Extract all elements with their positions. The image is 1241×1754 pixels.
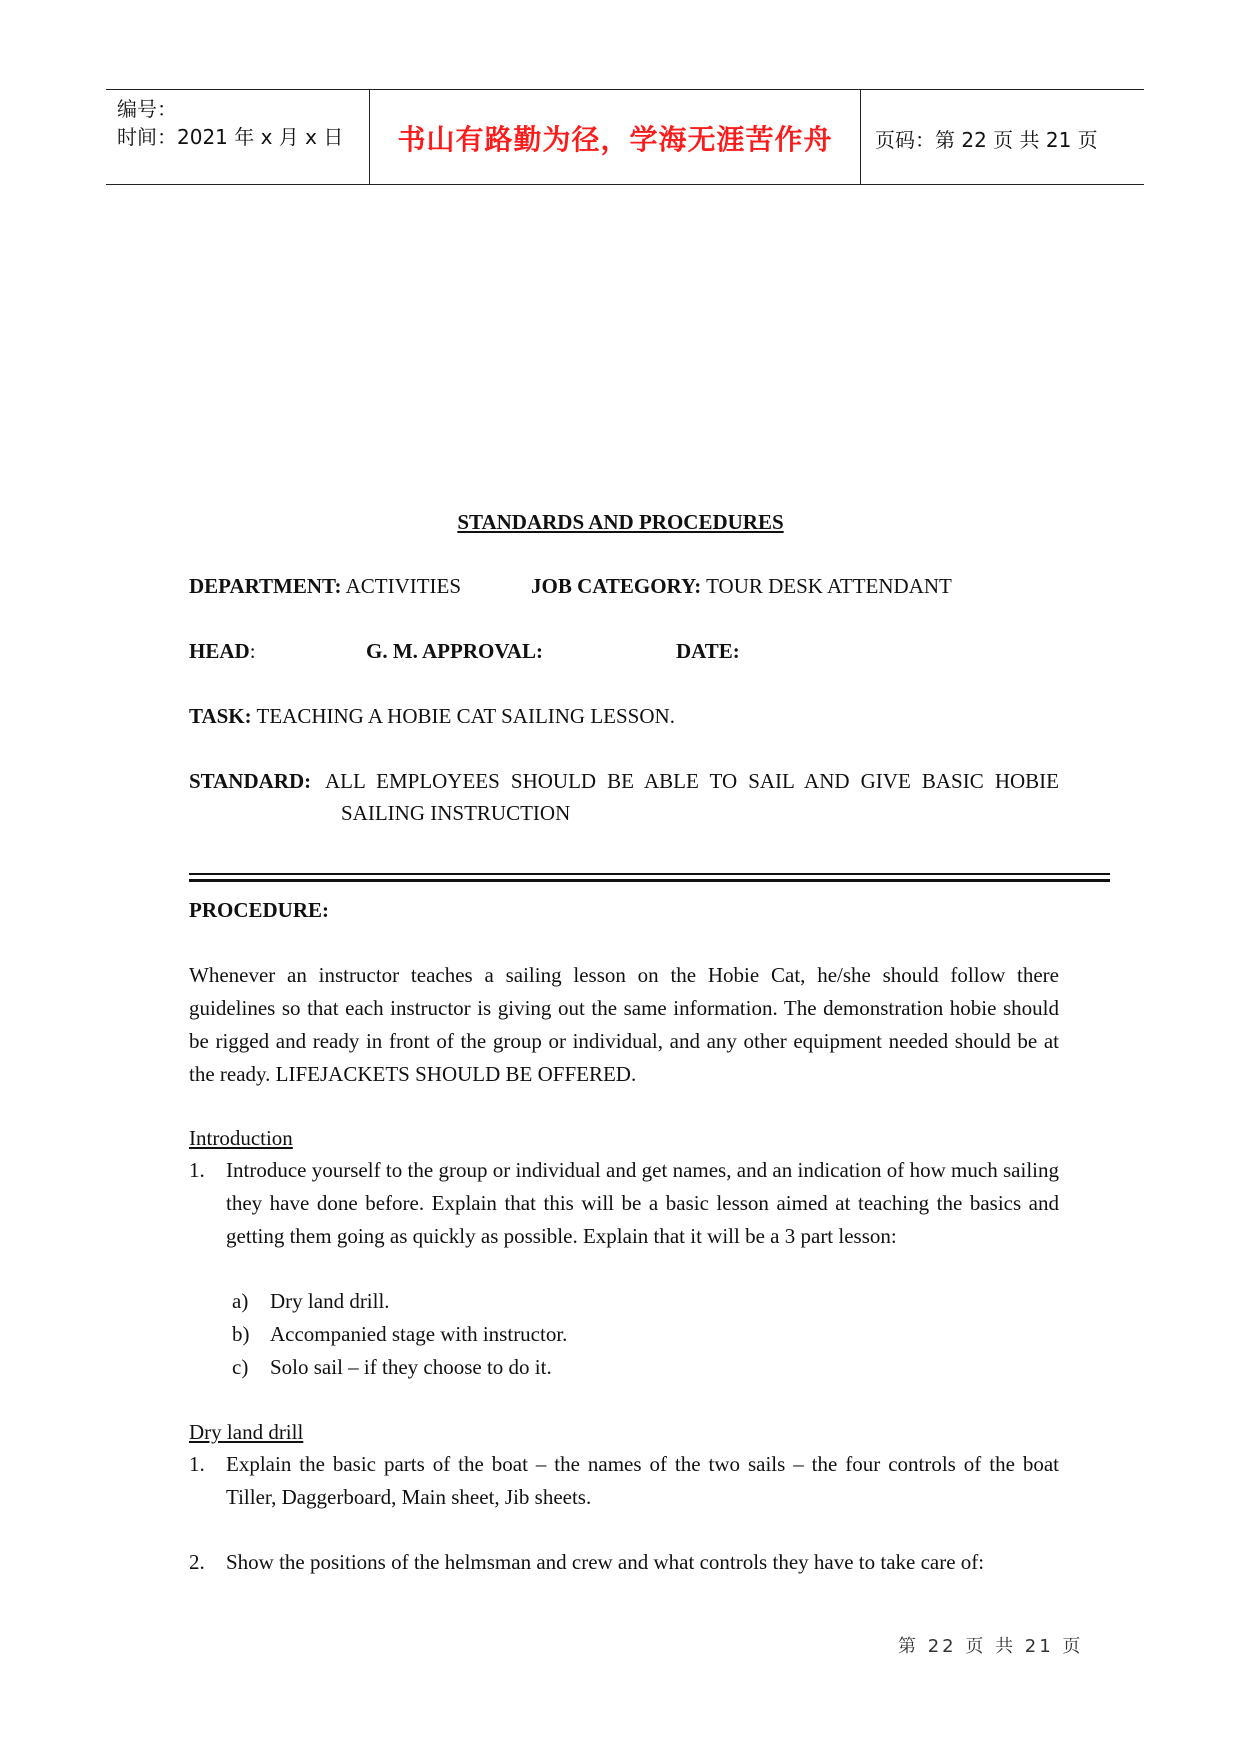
- gm-approval-label: G. M. APPROVAL:: [366, 639, 543, 663]
- time-label: 时间：2021 年 x 月 x 日: [117, 125, 344, 149]
- job-category-label: JOB CATEGORY:: [531, 574, 702, 598]
- divider-rule-bottom: [189, 879, 1110, 882]
- task-value: TEACHING A HOBIE CAT SAILING LESSON.: [251, 704, 675, 728]
- header-page-cell: [861, 90, 1144, 184]
- standard-line-1: ALL EMPLOYEES SHOULD BE ABLE TO SAIL AND GIVE BASIC HOBIE: [325, 769, 1059, 793]
- subitem-text-b: Accompanied stage with instructor.: [270, 1322, 568, 1346]
- date-label: DATE:: [676, 639, 740, 663]
- dry-land-item-2-text: Show the positions of the helmsman and crew and what controls they have to take care of:: [226, 1550, 985, 1574]
- motto-text: 书山有路勤为径，学海无涯苦作舟: [397, 123, 833, 156]
- head-line: [189, 635, 256, 668]
- dry-land-heading: Dry land drill: [189, 1420, 304, 1444]
- header-page-label: 页码：第 22 页 共 21 页: [875, 128, 1098, 152]
- task-label: TASK:: [189, 704, 252, 728]
- subitem-text-a: Dry land drill.: [270, 1289, 390, 1313]
- dry-land-item-1-text: Explain the basic parts of the boat – the names of the two sails – the four controls of the boat Tiller, Daggerboard, Main sheet, Jib sheets.: [226, 1452, 1059, 1509]
- serial-label: 编号：: [117, 97, 177, 121]
- procedure-paragraph: Whenever an instructor teaches a sailing lesson on the Hobie Cat, he/she should follow there guidelines so that each instructor is giving out the same information. The demonstration hobie should be rigged and ready in front of the group or individual, and any other equipment needed should be at the ready. LIFEJACKETS SHOULD BE OFFERED.: [189, 963, 1059, 1086]
- subitem-letter-b: b): [232, 1322, 250, 1346]
- intro-item-text: Introduce yourself to the group or individual and get names, and an indication of how much sailing they have done before. Explain that this will be a basic lesson aimed at teaching the basics and getting them going as quickly as possible. Explain that it will be a 3 part lesson:: [226, 1158, 1059, 1248]
- subitem-text-c: Solo sail – if they choose to do it.: [270, 1355, 552, 1379]
- introduction-heading: Introduction: [189, 1126, 293, 1150]
- standard-line-2: SAILING INSTRUCTION: [341, 801, 571, 825]
- footer-page-number: 第 22 页 共 21 页: [898, 1636, 1084, 1657]
- procedure-label: PROCEDURE:: [189, 898, 329, 922]
- intro-item-number: 1.: [189, 1158, 205, 1182]
- standard-label: STANDARD:: [189, 769, 312, 793]
- department-value: ACTIVITIES: [341, 574, 462, 598]
- divider-rule-top: [189, 873, 1110, 875]
- header-table: [106, 89, 1144, 185]
- document-title: STANDARDS AND PROCEDURES: [457, 510, 784, 534]
- head-colon: :: [249, 639, 256, 663]
- dry-land-item-1-number: 1.: [189, 1452, 205, 1476]
- subitem-letter-a: a): [232, 1289, 249, 1313]
- task-line: [189, 700, 675, 733]
- header-left-cell: [106, 90, 368, 184]
- subitem-letter-c: c): [232, 1355, 249, 1379]
- department-label: DEPARTMENT:: [189, 574, 342, 598]
- head-label: HEAD: [189, 639, 250, 663]
- department-line: [189, 570, 461, 603]
- job-category-value: TOUR DESK ATTENDANT: [701, 574, 952, 598]
- dry-land-item-2-number: 2.: [189, 1550, 205, 1574]
- header-motto-cell: [369, 90, 861, 184]
- job-category-line: [531, 570, 952, 603]
